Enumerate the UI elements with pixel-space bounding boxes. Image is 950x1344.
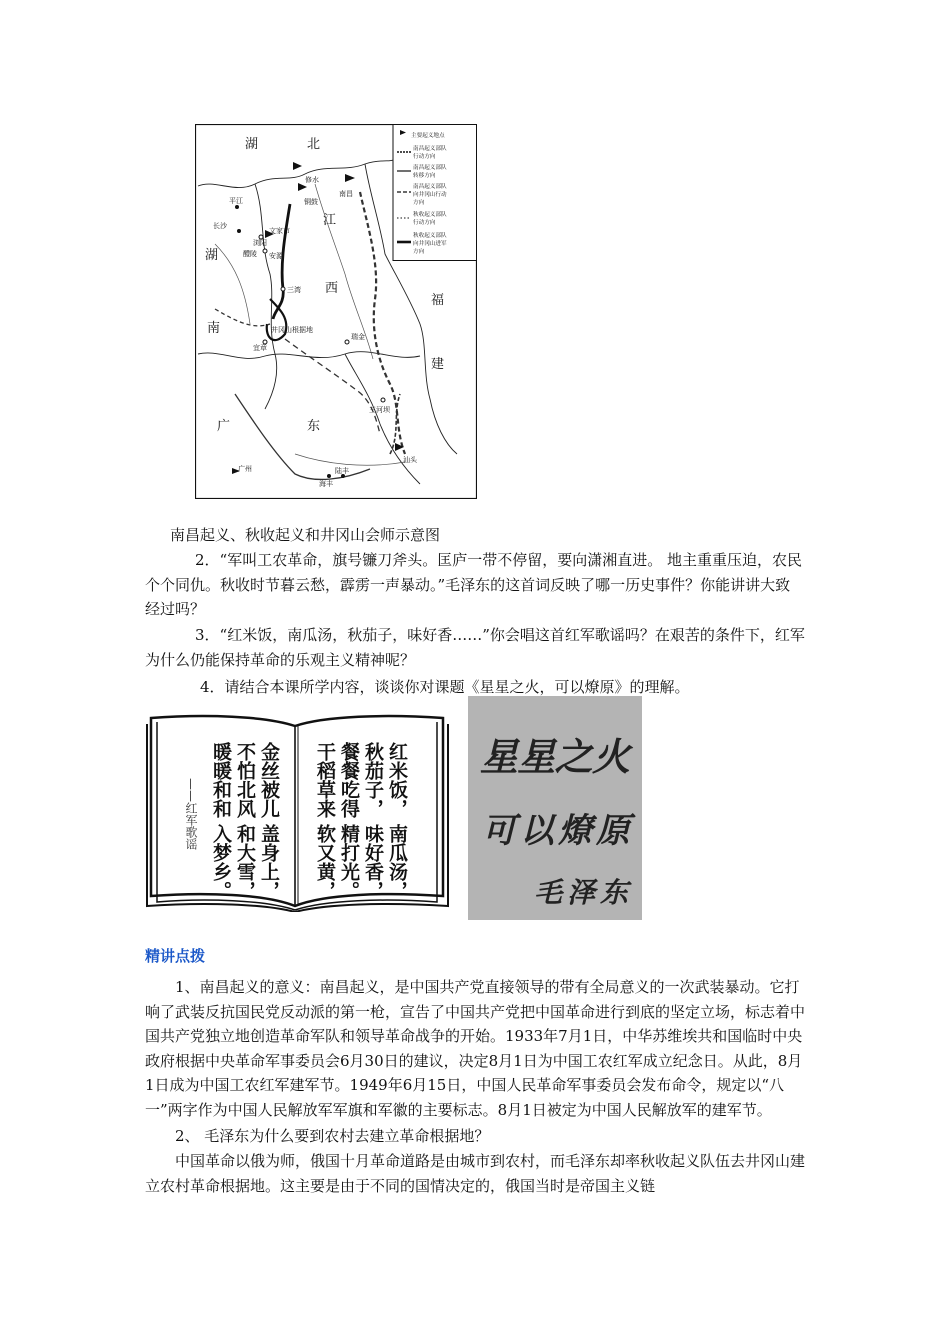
legend-item2b: 行动方向	[413, 154, 436, 160]
map-label-jiangxi-1: 江	[323, 213, 337, 228]
map-label-changsha: 长沙	[213, 222, 227, 230]
map-label-nanchang: 南昌	[339, 190, 353, 198]
map-label-lufeng: 陆丰	[335, 467, 349, 475]
map-label-xiushui: 修水	[305, 176, 319, 184]
song-col-5: 餐餐吃得	[338, 742, 360, 818]
map-label-jinggangshan: 井冈山根据地	[271, 326, 313, 334]
map-label-guangzhou: 广州	[238, 465, 252, 473]
legend-item5b: 行动方向	[413, 220, 436, 226]
song-col-10: 盖身上，	[258, 824, 280, 900]
legend-item6a: 秋收起义部队	[413, 233, 447, 239]
legend-item5a: 秋收起义部队	[413, 212, 447, 218]
song-col-3: 秋茄子，	[362, 742, 384, 818]
uprisings-map	[195, 124, 477, 499]
map-label-liling: 醴陵	[243, 250, 257, 258]
legend-item3a: 南昌起义部队	[413, 165, 447, 171]
legend-item2a: 南昌起义部队	[413, 146, 447, 152]
map-caption: 南昌起义、秋收起义和井冈山会师示意图	[170, 526, 441, 544]
song-col-11: 不怕北风	[234, 742, 256, 818]
point-1-paragraph: 1、南昌起义的意义：南昌起义，是中国共产党直接领导的带有全局意义的一次武装暴动。它打响了武装反抗国民党反动派的第一枪，宣告了中国共产党把中国革命进行到底的坚定立场，标志着中国共产党独立地创造革命军队和领导革命战争的开始。1933年7月1日，中华苏维埃共和国临时中央政府根据中央革命军事委员会6月30日的建议，决定8月1日为中国工农红军成立纪念日。从此，8月1日成为中国工农红军建军节。1949年6月15日，中国人民革命军事委员会发布命令，规定以“八一”两字作为中国人民解放军军旗和军徽的主要标志。8月1日被定为中国人民解放军的建军节。	[145, 978, 806, 1119]
map-label-fujian-2: 建	[431, 357, 445, 372]
map-label-guangdong-2: 东	[307, 419, 321, 434]
song-book-illustration	[145, 712, 450, 912]
question-2: 2．“军叫工农革命，旗号镰刀斧头。匡庐一带不停留，要向潇湘直进。 地主重重压迫，农民个个同仇。秋收时节暮云愁，霹雳一声暴动。”毛泽东的这首词反映了哪一历史事件？你能讲讲大致经过吗？	[145, 551, 802, 619]
map-label-jiangxi-2: 西	[325, 281, 339, 296]
song-col-7: 干稻草来	[314, 742, 336, 818]
song-col-4: 味好香，	[362, 824, 384, 900]
map-label-sanwan: 三湾	[287, 286, 301, 294]
map-label-anyuan: 安源	[269, 252, 283, 260]
song-col-12: 和大雪，	[234, 824, 256, 900]
map-label-hubei-1: 湖	[245, 137, 259, 152]
calligraphy-signature: 毛泽东	[534, 876, 628, 909]
song-col-2: 南瓜汤，	[386, 824, 408, 900]
calligraphy-line-2: 可以燎原	[482, 811, 630, 851]
map-label-liuyang: 浏阳	[253, 239, 267, 247]
point-2-paragraph: 中国革命以俄为师，俄国十月革命道路是由城市到农村，而毛泽东却率秋收起义队伍去井冈山建立农村革命根据地。这主要是由于不同的国情决定的，俄国当时是帝国主义链	[145, 1152, 806, 1195]
section-heading: 精讲点拨	[145, 947, 206, 965]
map-label-hunan-2: 南	[207, 321, 221, 336]
song-col-8: 软又黄，	[314, 824, 336, 900]
map-label-fujian-1: 福	[431, 293, 445, 308]
legend-item6c: 方向	[413, 249, 425, 255]
map-label-hunan-1: 湖	[205, 248, 219, 263]
song-source: ——红军歌谣	[184, 778, 198, 850]
legend-item6b: 向井冈山进军	[413, 241, 447, 247]
song-col-14: 入梦乡。	[210, 824, 232, 900]
map-label-guangdong-1: 广	[217, 419, 231, 434]
song-col-1: 红米饭，	[386, 742, 408, 818]
calligraphy-image	[468, 696, 642, 920]
map-label-ruijin: 瑞金	[351, 333, 365, 341]
map-label-hubei-2: 北	[307, 137, 321, 152]
map-label-tonggu: 铜鼓	[304, 198, 318, 206]
map-label-pingjiang: 平江	[229, 197, 243, 205]
legend-item4a: 南昌起义部队	[413, 184, 447, 190]
legend-item1: 主要起义地点	[411, 133, 445, 139]
map-label-shantou: 汕头	[403, 456, 417, 464]
map-label-sanheba: 三河坝	[369, 406, 390, 414]
calligraphy-line-1: 星星之火	[480, 734, 630, 779]
song-col-13: 暖暖和和	[210, 742, 232, 818]
legend-item4c: 方向	[413, 200, 425, 206]
map-label-wenjiashi: 文家市	[269, 227, 290, 235]
point-2-title: 2、 毛泽东为什么要到农村去建立革命根据地？	[175, 1127, 490, 1145]
legend-item3b: 转移方向	[413, 173, 436, 179]
map-label-haifeng: 海丰	[319, 480, 333, 488]
song-col-9: 金丝被儿	[258, 742, 280, 818]
song-col-6: 精打光。	[338, 824, 360, 900]
map-label-yizhang: 宜章	[253, 344, 267, 352]
question-3: 3．“红米饭，南瓜汤，秋茄子，味好香……”你会唱这首红军歌谣吗？在艰苦的条件下，红军为什么仍能保持革命的乐观主义精神呢？	[145, 626, 805, 669]
question-4: 4．请结合本课所学内容，谈谈你对课题《星星之火，可以燎原》的理解。	[200, 678, 690, 696]
legend-item4b: 向井冈山行动	[413, 192, 447, 198]
